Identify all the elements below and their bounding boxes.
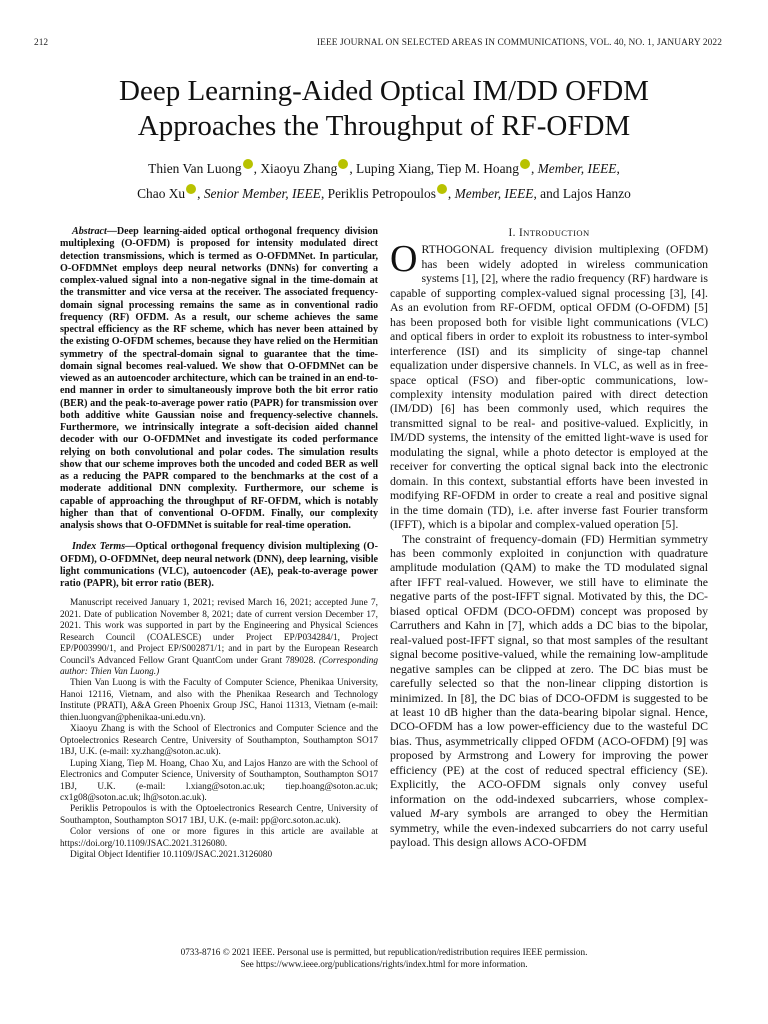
author-list [40,156,728,206]
footnote-manuscript: Manuscript received January 1, 2021; revised March 16, 2021; accepted June 7, 2021. Date of publication November 8, 2021; date of current version December 17, 2021. This work was supported in part by the Engineering and Physical Sciences Research Council (COALESCE) under Project EP/P034284/1, Project EP/P003990/1, and Project EP/S002871/1; and in part by the European Research Council's Advanced Fellow Grant QuantCom under Grant 789028. (Corresponding author: Thien Van Luong.) [60,598,378,677]
rights-link-line: See https://www.ieee.org/publications/rights/index.html for more information. [240,958,528,969]
intro-paragraph-1: ORTHOGONAL frequency division multiplexing (OFDM) has been widely adopted in wireless communication systems [1], [2], where the radio frequency (RF) hardware is capable of supporting complex-valued signal processing [3], [4]. As an evolution from RF-OFDM, optical OFDM (O-OFDM) [5] has been proposed both for visible light communications (VLC) and optical fibers in order to exploit its robustness to inter-symbol interference (ISI) and its simplicity of singe-tap channel equalization under dispersive channels. In VLC, as well as in free-space optical (FSO) and fiber-optic communications, low-complexity intensity modulation paired with direct detection (IM/DD) [6] has been commonly used, which requires the transmitted signal to be real- and positive-valued. Explicitly, in IM/DD systems, the intensity of the emitted light-wave is used for modulating the signal, while a photo detector is employed at the receiver for converting the optical signal back into the electronic domain. In this context, substantial efforts have been invested in modifying RF-OFDM in order to create a real and positive signal in the time domain (TD), i.e. after inverse fast Fourier transform (IFFT), which is a bipolar and complex-valued operation [5]. [390,238,708,532]
footnote-affiliation: Periklis Petropoulos is with the Optoelectronics Research Centre, University of Southampton, Southampton SO17 1BJ, U.K. (e-mail: pp@orc.soton.ac.uk). [60,804,378,826]
orcid-icon[interactable] [437,184,447,194]
author-name: Chao Xu [137,186,186,201]
author-line-2: Chao Xu , Senior Member, IEEE, Periklis Petropoulos , Member, IEEE, and Lajos Hanzo [137,186,631,201]
paper-title [40,74,728,144]
orcid-icon[interactable] [338,159,348,169]
copyright-footer [40,947,728,970]
left-column [60,226,378,862]
author-name: Xiaoyu Zhang [260,161,338,176]
author-name: Periklis Petropoulos [327,186,436,201]
title-line-1: Deep Learning-Aided Optical IM/DD OFDM [119,75,649,107]
footnote-color-versions: Color versions of one or more figures in this article are available at https://doi.org/10.1109/JSAC.2021.3126080. [60,827,378,849]
author-membership: Member, IEEE [454,186,534,201]
footnote-affiliation: Thien Van Luong is with the Faculty of Computer Science, Phenikaa University, Hanoi 12116, Vietnam, and also with the Phenikaa Research and Technology Institute (PRATI), A&A Green Phoenix Group JSC, Hanoi 11313, Vietnam (e-mail: thien.luongvan@phenikaa-uni.edu.vn). [60,678,378,723]
author-line-1: Thien Van Luong , Xiaoyu Zhang , Luping Xiang, Tiep M. Hoang , Member, IEEE, [148,161,620,176]
author-membership: Senior Member, IEEE [203,186,321,201]
drop-cap: O [390,238,418,281]
footnote-doi: Digital Object Identifier 10.1109/JSAC.2021.3126080 [70,850,273,861]
title-line-2: Approaches the Throughput of RF-OFDM [137,110,631,142]
journal-header: IEEE JOURNAL ON SELECTED AREAS IN COMMUNICATIONS, VOL. 40, NO. 1, JANUARY 2022 [316,38,722,48]
author-name: Luping Xiang, Tiep M. Hoang [356,161,519,176]
abstract: Abstract—Deep learning-aided optical orthogonal frequency division multiplexing (O-OFDM) is proposed for intensity modulated direct detection transmissions, which is termed as O-OFDMNet. In particular, O-OFDMNet employs deep neural networks (DNNs) for converting a complex-valued signal into a non-negative signal in the time-domain at the transmitter and vice versa at the receiver. The associated frequency-domain signal processing remains the same as in conventional radio frequency (RF) OFDM. As a result, our scheme achieves the same spectral efficiency as the RF scheme, which has never been attained by the existing O-OFDM schemes, because they have relied on the Hermitian symmetry of the spectral-domain signal to guarantee that the time-domain signal becomes real-valued. We show that O-OFDMNet can be viewed as an autoencoder architecture, which can be trained in an end-to-end manner in order to simultaneously improve both the bit error ratio (BER) and the peak-to-average power ratio (PAPR) for transmission over both additive white Gaussian noise and frequency-selective channels. Furthermore, we intrinsically integrate a soft-decision aided channel decoder with our O-OFDMNet and investigate its coded performance relying on both convolutional and polar codes. The simulation results show that our scheme improves both the uncoded and coded BER as well as a reducing the PAPR compared to the benchmarks at the cost of a moderate additional DNN complexity. Furthermore, our scheme is capable of approaching the throughput of RF-OFDM, which is notably higher than that of conventional O-OFDM. Finally, our complexity analysis shows that O-OFDMNet is suitable for real-time operation. [60,226,378,531]
index-terms-text: Optical orthogonal frequency division multiplexing (O-OFDM), O-OFDMNet, deep neural network (DNN), deep learning, visible light communications (VLC), autoencoder (AE), peak-to-average power ratio (PAPR), bit error ratio (BER). [60,541,378,589]
abstract-text: Deep learning-aided optical orthogonal frequency division multiplexing (O-OFDM) is proposed for intensity modulated direct detection transmissions, which is termed as O-OFDMNet. In particular, O-OFDMNet employs deep neural networks (DNNs) for converting a complex-valued signal into a non-negative signal in the time-domain at the transmitter and vice versa at the receiver. The associated frequency-domain signal processing remains the same as in conventional radio frequency (RF) OFDM. As a result, our scheme achieves the same spectral efficiency as the RF scheme, which has never been attained by the existing O-OFDM schemes, because they have relied on the Hermitian symmetry of the spectral-domain signal to guarantee that the time-domain signal becomes real-valued. We show that O-OFDMNet can be viewed as an autoencoder architecture, which can be trained in an end-to-end manner in order to simultaneously improve both the bit error ratio (BER) and the peak-to-average power ratio (PAPR) for transmission over both additive white Gaussian noise and frequency-selective channels. Furthermore, we intrinsically integrate a soft-decision aided channel decoder with our O-OFDMNet and investigate its coded performance relying on both convolutional and polar codes. The simulation results show that our scheme improves both the uncoded and coded BER as well as a reducing the PAPR compared to the benchmarks at the cost of a moderate additional DNN complexity. Furthermore, our scheme is capable of approaching the throughput of RF-OFDM, which is notably higher than that of conventional O-OFDM. Finally, our complexity analysis shows that O-OFDMNet is suitable for real-time operation. [60,226,378,531]
footnote-affiliation: Xiaoyu Zhang is with the School of Electronics and Computer Science and the Optoelectronics Research Centre, University of Southampton, Southampton SO17 1BJ, U.K. (e-mail: xy.zhang@soton.ac.uk). [60,724,378,758]
author-membership: Member, IEEE [537,161,617,176]
intro-paragraph-2: The constraint of frequency-domain (FD) Hermitian symmetry has been commonly exploited in conjunction with quadrature amplitude modulation (QAM) to make the TD modulated signal after IFFT real-valued. However, we still have to eliminate the negative parts of the post-IFFT signal. Motivated by this, the DC-biased optical OFDM (DCO-OFDM) concept was proposed by Carruthers and Kahn in [7], which adds a DC bias to the bipolar, real-valued post-IFFT signal, so that most samples of the resultant signal become positive-valued, while the remaining low-amplitude negative samples can be clipped at zero. The DC bias must be carefully selected so that the non-linear clipping distortion is minimized. In [8], the DC bias of DCO-OFDM is suggested to be at least 10 dB higher than the data-bearing bipolar signal. Hence, DCO-OFDM has a low power-efficiency due to the wasteful DC bias. Thus, asymmetrically clipped OFDM (ACO-OFDM) [9] was proposed by Armstrong and Lowery for improving the power efficiency (PE) at the cost of reduced spectral efficiency (SE). Explicitly, the ACO-OFDM signals only convey useful information on the odd-indexed subcarriers, whose complex-valued M-ary symbols are arranged to obey the Hermitian symmetry, while the even-indexed subcarriers do not carry useful payload. This design allows ACO-OFDM [390,531,708,850]
section-heading: I. INTRODUCTION [508,227,590,239]
copyright-line: 0733-8716 © 2021 IEEE. Personal use is permitted, but republication/redistribution requires IEEE permission. [180,947,588,957]
author-name: Thien Van Luong [148,161,242,176]
footnotes [60,598,378,861]
index-terms: Index Terms—Optical orthogonal frequency division multiplexing (O-OFDM), O-OFDMNet, deep neural network (DNN), deep learning, visible light communications (VLC), autoencoder (AE), peak-to-average power ratio (PAPR), bit error ratio (BER). [60,541,378,589]
index-terms-label: Index Terms [72,541,126,553]
right-column [390,226,708,849]
orcid-icon[interactable] [186,184,196,194]
abstract-label: Abstract [72,226,107,237]
page-number: 212 [34,38,49,48]
orcid-icon[interactable] [243,159,253,169]
footnote-affiliation: Luping Xiang, Tiep M. Hoang, Chao Xu, and Lajos Hanzo are with the School of Electronics and Computer Science, University of Southampton, Southampton SO17 1BJ, U.K. (e-mail: l.xiang@soton.ac.uk; tiep.hoang@soton.ac.uk; cx1g08@soton.ac.uk; lh@soton.ac.uk). [60,758,378,803]
orcid-icon[interactable] [520,159,530,169]
